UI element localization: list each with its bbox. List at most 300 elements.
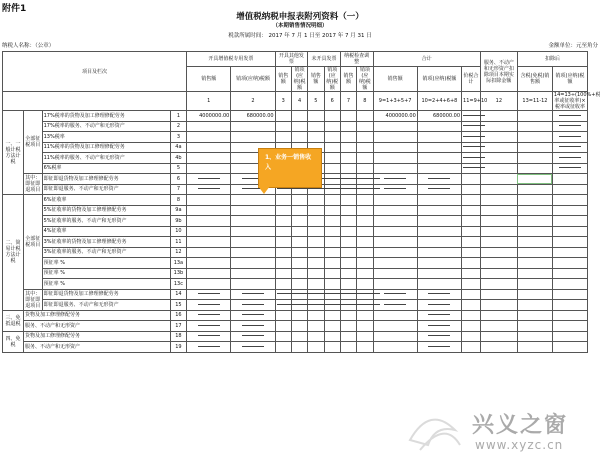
- value-cell[interactable]: [373, 153, 417, 164]
- value-cell[interactable]: [357, 153, 373, 164]
- value-cell[interactable]: [462, 268, 481, 279]
- value-cell[interactable]: [275, 342, 291, 353]
- value-cell[interactable]: [324, 289, 340, 300]
- value-cell[interactable]: [417, 195, 461, 206]
- value-cell[interactable]: [340, 195, 356, 206]
- value-cell[interactable]: [417, 310, 461, 321]
- value-cell[interactable]: [480, 331, 517, 342]
- value-cell[interactable]: [480, 163, 517, 174]
- value-cell[interactable]: [517, 321, 552, 332]
- value-cell[interactable]: [417, 132, 461, 143]
- value-cell[interactable]: [231, 247, 275, 258]
- value-cell[interactable]: [308, 258, 324, 269]
- value-cell[interactable]: [340, 321, 356, 332]
- value-cell[interactable]: [373, 226, 417, 237]
- value-cell[interactable]: [417, 331, 461, 342]
- value-cell[interactable]: [517, 153, 552, 164]
- value-cell[interactable]: [231, 258, 275, 269]
- value-cell[interactable]: [373, 205, 417, 216]
- value-cell[interactable]: [552, 321, 587, 332]
- value-cell[interactable]: [275, 216, 291, 227]
- value-cell[interactable]: [231, 300, 275, 311]
- value-cell[interactable]: [231, 321, 275, 332]
- value-cell[interactable]: [308, 247, 324, 258]
- value-cell[interactable]: [517, 195, 552, 206]
- value-cell[interactable]: [480, 121, 517, 132]
- value-cell[interactable]: [308, 195, 324, 206]
- value-cell[interactable]: [308, 310, 324, 321]
- value-cell[interactable]: [517, 205, 552, 216]
- value-cell[interactable]: [187, 142, 231, 153]
- value-cell[interactable]: [357, 121, 373, 132]
- value-cell[interactable]: [552, 142, 587, 153]
- value-cell[interactable]: [417, 300, 461, 311]
- value-cell[interactable]: 680000.00: [417, 111, 461, 122]
- value-cell[interactable]: [324, 247, 340, 258]
- value-cell[interactable]: [517, 331, 552, 342]
- value-cell[interactable]: [324, 195, 340, 206]
- value-cell[interactable]: [187, 132, 231, 143]
- value-cell[interactable]: [308, 331, 324, 342]
- value-cell[interactable]: [552, 331, 587, 342]
- value-cell[interactable]: [231, 132, 275, 143]
- value-cell[interactable]: [187, 163, 231, 174]
- value-cell[interactable]: [324, 279, 340, 290]
- value-cell[interactable]: [324, 205, 340, 216]
- value-cell[interactable]: [462, 321, 481, 332]
- value-cell[interactable]: [552, 121, 587, 132]
- value-cell[interactable]: [373, 237, 417, 248]
- value-cell[interactable]: [462, 247, 481, 258]
- value-cell[interactable]: [291, 268, 307, 279]
- value-cell[interactable]: [340, 184, 356, 195]
- value-cell[interactable]: [291, 132, 307, 143]
- value-cell[interactable]: [517, 216, 552, 227]
- value-cell[interactable]: [517, 258, 552, 269]
- value-cell[interactable]: [275, 247, 291, 258]
- value-cell[interactable]: [373, 142, 417, 153]
- value-cell[interactable]: [517, 237, 552, 248]
- value-cell[interactable]: [357, 342, 373, 353]
- value-cell[interactable]: [187, 300, 231, 311]
- value-cell[interactable]: [357, 310, 373, 321]
- value-cell[interactable]: [340, 342, 356, 353]
- value-cell[interactable]: [417, 174, 461, 185]
- value-cell[interactable]: [480, 174, 517, 185]
- value-cell[interactable]: [231, 216, 275, 227]
- value-cell[interactable]: [517, 121, 552, 132]
- value-cell[interactable]: [357, 163, 373, 174]
- value-cell[interactable]: [187, 205, 231, 216]
- value-cell[interactable]: [462, 163, 481, 174]
- value-cell[interactable]: [417, 237, 461, 248]
- value-cell[interactable]: [308, 321, 324, 332]
- value-cell[interactable]: [324, 121, 340, 132]
- value-cell[interactable]: [340, 205, 356, 216]
- value-cell[interactable]: [275, 111, 291, 122]
- value-cell[interactable]: [417, 121, 461, 132]
- value-cell[interactable]: [275, 195, 291, 206]
- value-cell[interactable]: [324, 142, 340, 153]
- value-cell[interactable]: [357, 289, 373, 300]
- value-cell[interactable]: [517, 111, 552, 122]
- value-cell[interactable]: [340, 247, 356, 258]
- value-cell[interactable]: [480, 268, 517, 279]
- value-cell[interactable]: [275, 310, 291, 321]
- value-cell[interactable]: [462, 258, 481, 269]
- value-cell[interactable]: [291, 310, 307, 321]
- value-cell[interactable]: [417, 142, 461, 153]
- value-cell[interactable]: 680000.00: [231, 111, 275, 122]
- value-cell[interactable]: [357, 195, 373, 206]
- value-cell[interactable]: [357, 321, 373, 332]
- value-cell[interactable]: [462, 226, 481, 237]
- value-cell[interactable]: [187, 331, 231, 342]
- value-cell[interactable]: [552, 237, 587, 248]
- value-cell[interactable]: [552, 216, 587, 227]
- value-cell[interactable]: [373, 121, 417, 132]
- value-cell[interactable]: [291, 289, 307, 300]
- value-cell[interactable]: [517, 174, 552, 185]
- value-cell[interactable]: [480, 205, 517, 216]
- value-cell[interactable]: [462, 216, 481, 227]
- value-cell[interactable]: [291, 216, 307, 227]
- value-cell[interactable]: [373, 132, 417, 143]
- value-cell[interactable]: [187, 121, 231, 132]
- value-cell[interactable]: [517, 184, 552, 195]
- value-cell[interactable]: [275, 300, 291, 311]
- value-cell[interactable]: [417, 247, 461, 258]
- value-cell[interactable]: [373, 195, 417, 206]
- value-cell[interactable]: [357, 258, 373, 269]
- value-cell[interactable]: [340, 121, 356, 132]
- value-cell[interactable]: [373, 174, 417, 185]
- value-cell[interactable]: [340, 132, 356, 143]
- value-cell[interactable]: [275, 331, 291, 342]
- value-cell[interactable]: [187, 195, 231, 206]
- value-cell[interactable]: [417, 153, 461, 164]
- value-cell[interactable]: [291, 205, 307, 216]
- value-cell[interactable]: [552, 342, 587, 353]
- value-cell[interactable]: [275, 237, 291, 248]
- value-cell[interactable]: [462, 142, 481, 153]
- value-cell[interactable]: [552, 174, 587, 185]
- value-cell[interactable]: [462, 132, 481, 143]
- value-cell[interactable]: [340, 279, 356, 290]
- value-cell[interactable]: [231, 331, 275, 342]
- value-cell[interactable]: [417, 289, 461, 300]
- value-cell[interactable]: [552, 268, 587, 279]
- value-cell[interactable]: [357, 205, 373, 216]
- value-cell[interactable]: [462, 184, 481, 195]
- value-cell[interactable]: [324, 153, 340, 164]
- value-cell[interactable]: [462, 237, 481, 248]
- value-cell[interactable]: [291, 247, 307, 258]
- value-cell[interactable]: [417, 321, 461, 332]
- value-cell[interactable]: [552, 205, 587, 216]
- value-cell[interactable]: [340, 163, 356, 174]
- value-cell[interactable]: [187, 184, 231, 195]
- value-cell[interactable]: [275, 258, 291, 269]
- value-cell[interactable]: [275, 279, 291, 290]
- value-cell[interactable]: [308, 300, 324, 311]
- value-cell[interactable]: [187, 279, 231, 290]
- value-cell[interactable]: [231, 226, 275, 237]
- value-cell[interactable]: [340, 237, 356, 248]
- value-cell[interactable]: [373, 258, 417, 269]
- value-cell[interactable]: [480, 279, 517, 290]
- value-cell[interactable]: [291, 331, 307, 342]
- value-cell[interactable]: [324, 258, 340, 269]
- value-cell[interactable]: [480, 310, 517, 321]
- value-cell[interactable]: [275, 289, 291, 300]
- value-cell[interactable]: [324, 163, 340, 174]
- value-cell[interactable]: [373, 184, 417, 195]
- value-cell[interactable]: [324, 268, 340, 279]
- value-cell[interactable]: [275, 121, 291, 132]
- value-cell[interactable]: [462, 195, 481, 206]
- value-cell[interactable]: [308, 237, 324, 248]
- value-cell[interactable]: [373, 247, 417, 258]
- value-cell[interactable]: [357, 132, 373, 143]
- value-cell[interactable]: [373, 268, 417, 279]
- value-cell[interactable]: [308, 216, 324, 227]
- value-cell[interactable]: [552, 310, 587, 321]
- value-cell[interactable]: [324, 184, 340, 195]
- value-cell[interactable]: [517, 226, 552, 237]
- value-cell[interactable]: [417, 268, 461, 279]
- value-cell[interactable]: [187, 226, 231, 237]
- value-cell[interactable]: [187, 174, 231, 185]
- value-cell[interactable]: [480, 132, 517, 143]
- value-cell[interactable]: [552, 153, 587, 164]
- value-cell[interactable]: [517, 289, 552, 300]
- value-cell[interactable]: [187, 258, 231, 269]
- value-cell[interactable]: [187, 153, 231, 164]
- value-cell[interactable]: [291, 237, 307, 248]
- value-cell[interactable]: [517, 268, 552, 279]
- value-cell[interactable]: [291, 321, 307, 332]
- value-cell[interactable]: [552, 226, 587, 237]
- value-cell[interactable]: [462, 342, 481, 353]
- value-cell[interactable]: [552, 132, 587, 143]
- value-cell[interactable]: [308, 342, 324, 353]
- value-cell[interactable]: [340, 258, 356, 269]
- value-cell[interactable]: [357, 142, 373, 153]
- value-cell[interactable]: [231, 289, 275, 300]
- value-cell[interactable]: [340, 331, 356, 342]
- value-cell[interactable]: [480, 184, 517, 195]
- value-cell[interactable]: [340, 142, 356, 153]
- value-cell[interactable]: [357, 174, 373, 185]
- value-cell[interactable]: [480, 153, 517, 164]
- value-cell[interactable]: [324, 111, 340, 122]
- value-cell[interactable]: [187, 310, 231, 321]
- value-cell[interactable]: [480, 142, 517, 153]
- value-cell[interactable]: [552, 195, 587, 206]
- value-cell[interactable]: [308, 132, 324, 143]
- value-cell[interactable]: [373, 331, 417, 342]
- value-cell[interactable]: [373, 289, 417, 300]
- value-cell[interactable]: [340, 153, 356, 164]
- value-cell[interactable]: [340, 226, 356, 237]
- value-cell[interactable]: [308, 279, 324, 290]
- value-cell[interactable]: [480, 216, 517, 227]
- value-cell[interactable]: [480, 195, 517, 206]
- value-cell[interactable]: [552, 289, 587, 300]
- value-cell[interactable]: [291, 258, 307, 269]
- value-cell[interactable]: [552, 111, 587, 122]
- value-cell[interactable]: [517, 279, 552, 290]
- value-cell[interactable]: [324, 310, 340, 321]
- value-cell[interactable]: [340, 216, 356, 227]
- value-cell[interactable]: [308, 205, 324, 216]
- value-cell[interactable]: [517, 163, 552, 174]
- value-cell[interactable]: [357, 184, 373, 195]
- value-cell[interactable]: [373, 279, 417, 290]
- value-cell[interactable]: [291, 279, 307, 290]
- value-cell[interactable]: 4000000.00: [187, 111, 231, 122]
- value-cell[interactable]: [231, 268, 275, 279]
- value-cell[interactable]: [417, 163, 461, 174]
- value-cell[interactable]: [517, 342, 552, 353]
- value-cell[interactable]: [552, 247, 587, 258]
- value-cell[interactable]: [308, 226, 324, 237]
- value-cell[interactable]: [324, 342, 340, 353]
- value-cell[interactable]: [324, 300, 340, 311]
- value-cell[interactable]: [231, 205, 275, 216]
- value-cell[interactable]: [417, 258, 461, 269]
- value-cell[interactable]: [308, 289, 324, 300]
- value-cell[interactable]: [552, 300, 587, 311]
- value-cell[interactable]: [291, 111, 307, 122]
- value-cell[interactable]: [291, 121, 307, 132]
- value-cell[interactable]: [462, 111, 481, 122]
- value-cell[interactable]: [462, 174, 481, 185]
- value-cell[interactable]: [462, 310, 481, 321]
- value-cell[interactable]: [480, 226, 517, 237]
- value-cell[interactable]: [340, 268, 356, 279]
- value-cell[interactable]: [324, 321, 340, 332]
- value-cell[interactable]: [417, 279, 461, 290]
- value-cell[interactable]: [417, 216, 461, 227]
- value-cell[interactable]: [324, 237, 340, 248]
- value-cell[interactable]: [417, 342, 461, 353]
- value-cell[interactable]: [340, 111, 356, 122]
- value-cell[interactable]: [462, 279, 481, 290]
- value-cell[interactable]: [231, 310, 275, 321]
- value-cell[interactable]: [373, 342, 417, 353]
- value-cell[interactable]: [417, 205, 461, 216]
- value-cell[interactable]: [275, 226, 291, 237]
- value-cell[interactable]: [324, 132, 340, 143]
- value-cell[interactable]: [357, 226, 373, 237]
- value-cell[interactable]: [340, 310, 356, 321]
- value-cell[interactable]: [357, 111, 373, 122]
- value-cell[interactable]: [417, 184, 461, 195]
- value-cell[interactable]: [417, 226, 461, 237]
- value-cell[interactable]: [231, 237, 275, 248]
- value-cell[interactable]: [373, 216, 417, 227]
- value-cell[interactable]: [187, 289, 231, 300]
- value-cell[interactable]: [357, 331, 373, 342]
- value-cell[interactable]: [480, 321, 517, 332]
- value-cell[interactable]: [291, 226, 307, 237]
- value-cell[interactable]: 4000000.00: [373, 111, 417, 122]
- value-cell[interactable]: [187, 247, 231, 258]
- value-cell[interactable]: [552, 258, 587, 269]
- value-cell[interactable]: [275, 132, 291, 143]
- value-cell[interactable]: [357, 247, 373, 258]
- value-cell[interactable]: [231, 342, 275, 353]
- value-cell[interactable]: [357, 279, 373, 290]
- value-cell[interactable]: [517, 247, 552, 258]
- value-cell[interactable]: [340, 174, 356, 185]
- value-cell[interactable]: [308, 121, 324, 132]
- value-cell[interactable]: [187, 216, 231, 227]
- value-cell[interactable]: [373, 310, 417, 321]
- value-cell[interactable]: [231, 279, 275, 290]
- value-cell[interactable]: [357, 237, 373, 248]
- value-cell[interactable]: [480, 247, 517, 258]
- value-cell[interactable]: [357, 300, 373, 311]
- value-cell[interactable]: [275, 268, 291, 279]
- value-cell[interactable]: [462, 300, 481, 311]
- value-cell[interactable]: [324, 331, 340, 342]
- value-cell[interactable]: [357, 268, 373, 279]
- value-cell[interactable]: [480, 289, 517, 300]
- value-cell[interactable]: [340, 300, 356, 311]
- value-cell[interactable]: [187, 237, 231, 248]
- value-cell[interactable]: [552, 163, 587, 174]
- value-cell[interactable]: [187, 342, 231, 353]
- value-cell[interactable]: [462, 153, 481, 164]
- value-cell[interactable]: [517, 132, 552, 143]
- value-cell[interactable]: [291, 300, 307, 311]
- value-cell[interactable]: [340, 289, 356, 300]
- value-cell[interactable]: [187, 321, 231, 332]
- value-cell[interactable]: [187, 268, 231, 279]
- value-cell[interactable]: [480, 237, 517, 248]
- value-cell[interactable]: [308, 111, 324, 122]
- value-cell[interactable]: [517, 310, 552, 321]
- value-cell[interactable]: [517, 142, 552, 153]
- value-cell[interactable]: [462, 121, 481, 132]
- value-cell[interactable]: [462, 205, 481, 216]
- value-cell[interactable]: [552, 279, 587, 290]
- value-cell[interactable]: [480, 342, 517, 353]
- value-cell[interactable]: [231, 195, 275, 206]
- value-cell[interactable]: [517, 300, 552, 311]
- value-cell[interactable]: [480, 300, 517, 311]
- value-cell[interactable]: [275, 321, 291, 332]
- value-cell[interactable]: [324, 226, 340, 237]
- value-cell[interactable]: [373, 300, 417, 311]
- value-cell[interactable]: [357, 216, 373, 227]
- value-cell[interactable]: [275, 205, 291, 216]
- value-cell[interactable]: [373, 321, 417, 332]
- value-cell[interactable]: [324, 216, 340, 227]
- value-cell[interactable]: [480, 258, 517, 269]
- value-cell[interactable]: [552, 184, 587, 195]
- value-cell[interactable]: [462, 289, 481, 300]
- value-cell[interactable]: [291, 195, 307, 206]
- value-cell[interactable]: [373, 163, 417, 174]
- value-cell[interactable]: [324, 174, 340, 185]
- value-cell[interactable]: [308, 268, 324, 279]
- value-cell[interactable]: [462, 331, 481, 342]
- value-cell[interactable]: [480, 111, 517, 122]
